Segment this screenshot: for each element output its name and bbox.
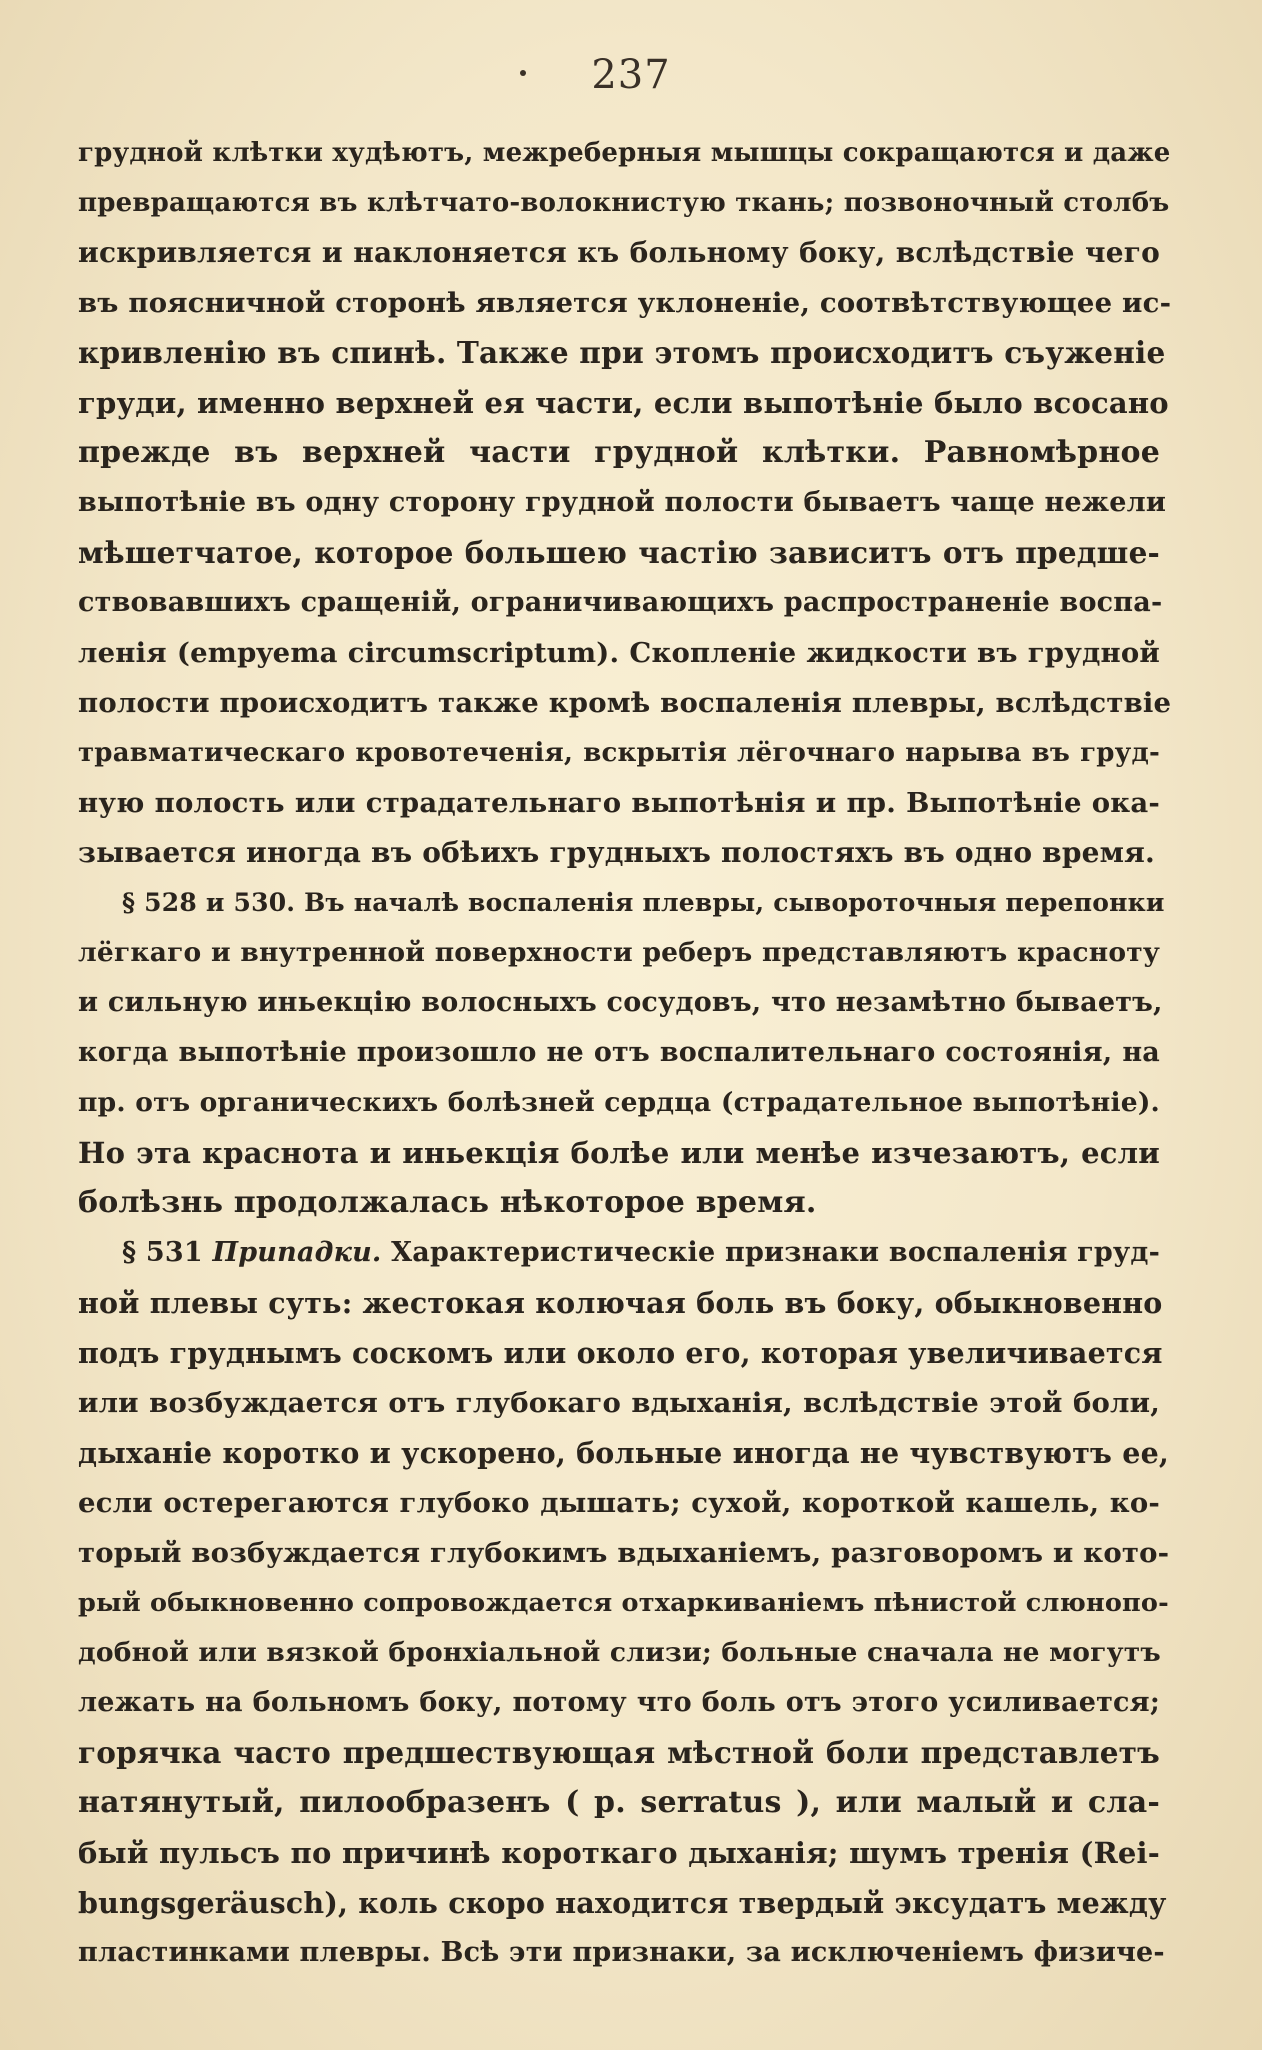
text-line: прежде въ верхней части грудной клѣтки. Равномѣрное: [78, 435, 1160, 470]
text-line: ную полость или страдательнаго выпотѣнія и пр. Выпотѣніе ока-: [78, 787, 1160, 819]
text-line: или возбуждается отъ глубокаго вдыханія, вслѣдствіе этой боли,: [78, 1387, 1160, 1419]
section-heading-rest: Характеристическіе признаки воспаленія груд-: [391, 1237, 1161, 1268]
text-line: лёгкаго и внутренной поверхности реберъ представляютъ красноту: [78, 937, 1160, 968]
text-line: бый пульсъ по причинѣ короткаго дыханія; шумъ тренія (Rei-: [78, 1836, 1160, 1870]
text-line: болѣзнь продолжалась нѣкоторое время.: [78, 1185, 817, 1220]
page-number: [0, 52, 1262, 98]
text-line: когда выпотѣніе произошло не отъ воспалительнаго состоянія, на: [78, 1037, 1160, 1068]
text-line: подъ груднымъ соскомъ или около его, которая увеличивается: [78, 1336, 1163, 1370]
page-dot: [520, 70, 526, 76]
text-line: натянутый, пилообразенъ ( p. serratus ), или малый и сла-: [78, 1785, 1160, 1820]
text-line: и сильную иньекцію волосныхъ сосудовъ, что незамѣтно бываетъ,: [78, 987, 1163, 1018]
text-line: зывается иногда въ обѣихъ грудныхъ полостяхъ въ одно время.: [78, 836, 1155, 869]
text-line: ствовавшихъ сращеній, ограничивающихъ распространеніе воспа-: [78, 587, 1163, 618]
text-line: если остерегаются глубоко дышать; сухой, короткой кашель, ко-: [78, 1487, 1160, 1519]
text-line: превращаются въ клѣтчато-волокнистую ткань; позвоночный столбъ: [78, 188, 1170, 218]
text-line: мѣшетчатое, которое большею частію зависитъ отъ предше-: [78, 535, 1160, 570]
section-title: Припадки.: [212, 1237, 382, 1268]
text-line: полости происходитъ также кромѣ воспаленія плевры, вслѣдствіе: [78, 687, 1172, 719]
text-line: выпотѣніе въ одну сторону грудной полости бываетъ чаще нежели: [78, 487, 1167, 518]
text-line: Но эта краснота и иньекція болѣе или менѣе изчезаютъ, если: [78, 1136, 1160, 1170]
text-line: кривленію въ спинѣ. Также при этомъ происходитъ съуженіе: [78, 335, 1166, 370]
text-line: горячка часто предшествующая мѣстной боли представлетъ: [78, 1735, 1160, 1770]
text-line: груди, именно верхней ея части, если выпотѣніе было всосано: [78, 386, 1169, 420]
section-number: § 531: [122, 1237, 203, 1268]
body-text: [78, 128, 1172, 1978]
section-528-heading-line: § 528 и 530. Въ началѣ воспаленія плевры, сывороточныя перепонки: [122, 888, 1165, 917]
text-line: рый обыкновенно сопровождается отхаркиваніемъ пѣнистой слюнопо-: [78, 1588, 1169, 1618]
text-line: искривляется и наклоняется къ больному боку, вслѣдствіе чего: [78, 236, 1160, 269]
page-number-text: 237: [591, 52, 671, 98]
section-531-heading-line: [78, 1228, 1160, 1278]
text-line: ленія (empyema circumscriptum). Скопленіе жидкости въ грудной: [78, 637, 1160, 669]
text-line: пр. отъ органическихъ болѣзней сердца (страдательное выпотѣніе).: [78, 1087, 1160, 1118]
text-line: грудной клѣтки худѣютъ, межреберныя мышцы сокращаются и даже: [78, 138, 1171, 168]
text-line: травматическаго кровотеченія, вскрытія лёгочнаго нарыва въ груд-: [78, 738, 1160, 768]
text-line: добной или вязкой бронхіальной слизи; больные сначала не могутъ: [78, 1637, 1161, 1668]
text-line: ной плевы суть: жестокая колючая боль въ боку, обыкновенно: [78, 1286, 1163, 1320]
text-line: пластинками плевры. Всѣ эти признаки, за исключеніемъ физиче-: [78, 1937, 1165, 1968]
text-line: bungsgeräusch), коль скоро находится твердый эксудатъ между: [78, 1886, 1167, 1920]
text-line: дыханіе коротко и ускорено, больные иногда не чувствуютъ ее,: [78, 1436, 1170, 1470]
text-line: торый возбуждается глубокимъ вдыханіемъ, разговоромъ и кото-: [78, 1537, 1170, 1569]
text-line: въ поясничной сторонѣ является уклоненіе, соотвѣтствующее ис-: [78, 287, 1172, 319]
text-line: лежать на больномъ боку, потому что боль отъ этого усиливается;: [78, 1687, 1160, 1718]
